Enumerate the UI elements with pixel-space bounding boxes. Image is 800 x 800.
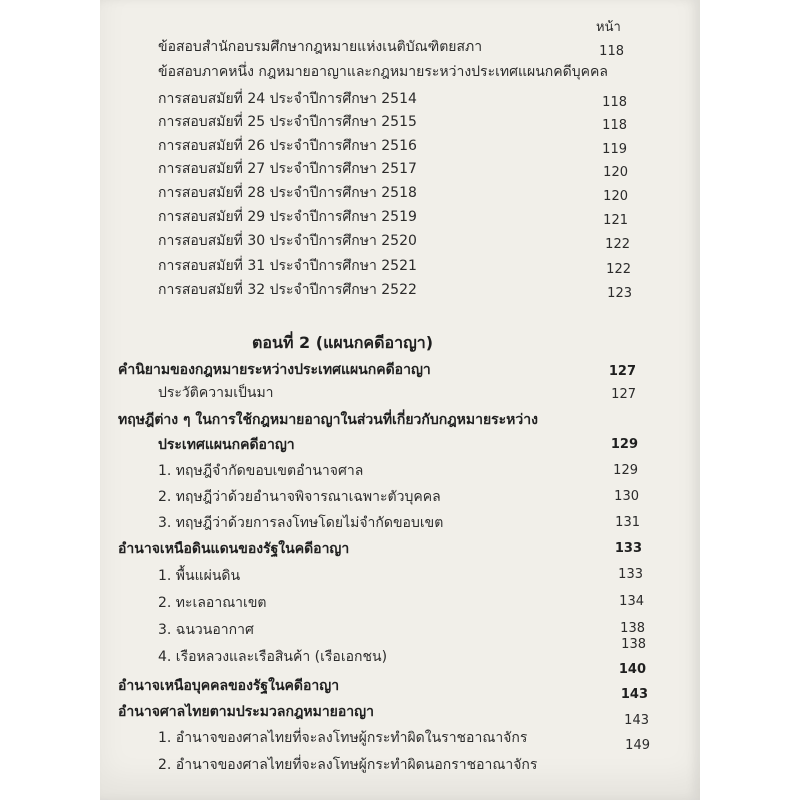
- toc-entry-page: 122: [605, 237, 630, 252]
- toc-entry-text: การสอบสมัยที่ 24 ประจำปีการศึกษา 2514: [158, 91, 417, 107]
- part-title: ตอนที่ 2 (แผนกคดีอาญา): [252, 333, 433, 352]
- toc-entry-page: 129: [610, 437, 638, 452]
- toc-entry-page: 127: [611, 387, 636, 402]
- toc-section-heading: ทฤษฎีต่าง ๆ ในการใช้กฎหมายอาญาในส่วนที่เกี่ยวกับกฎหมายระหว่าง: [118, 412, 538, 428]
- toc-entry-page: 118: [602, 95, 627, 110]
- toc-entry-text: การสอบสมัยที่ 29 ประจำปีการศึกษา 2519: [158, 209, 417, 225]
- toc-entry-page: 127: [608, 364, 636, 379]
- toc-entry-page: 133: [614, 541, 642, 556]
- page-column-header: หน้า: [596, 20, 621, 35]
- toc-entry-text: ข้อสอบสำนักอบรมศึกษากฎหมายแห่งเนติบัณฑิตยสภา: [158, 39, 483, 55]
- toc-section-heading: อำนาจเหนือดินแดนของรัฐในคดีอาญา: [118, 541, 350, 557]
- toc-entry-text: 1. พื้นแผ่นดิน: [158, 568, 241, 584]
- toc-entry-text: 3. ฉนวนอากาศ: [158, 622, 254, 638]
- toc-section-heading: ประเทศแผนกคดีอาญา: [158, 437, 295, 453]
- toc-entry-page: 138: [620, 621, 645, 636]
- toc-entry-text: 1. อำนาจของศาลไทยที่จะลงโทษผู้กระทำผิดในราชอาณาจักร: [158, 730, 528, 746]
- toc-entry-page: 122: [606, 262, 631, 277]
- toc-entry-page: 131: [615, 515, 640, 530]
- toc-entry-text: 2. ทฤษฎีว่าด้วยอำนาจพิจารณาเฉพาะตัวบุคคล: [158, 489, 441, 505]
- book-page: [100, 0, 700, 800]
- toc-entry-page: 118: [602, 118, 627, 133]
- toc-entry-page: 120: [603, 189, 628, 204]
- toc-section-heading: คำนิยามของกฎหมายระหว่างประเทศแผนกคดีอาญา: [118, 362, 431, 378]
- toc-section-heading: อำนาจศาลไทยตามประมวลกฎหมายอาญา: [118, 704, 374, 720]
- toc-entry-text: การสอบสมัยที่ 27 ประจำปีการศึกษา 2517: [158, 161, 417, 177]
- toc-entry-page: 118: [599, 44, 624, 59]
- toc-entry-page: 134: [619, 594, 644, 609]
- toc-entry-page: 120: [603, 165, 628, 180]
- toc-entry-page: 129: [613, 463, 638, 478]
- toc-entry-text: 4. เรือหลวงและเรือสินค้า (เรือเอกชน): [158, 649, 388, 665]
- toc-entry-text: 2. อำนาจของศาลไทยที่จะลงโทษผู้กระทำผิดนอกราชอาณาจักร: [158, 757, 538, 773]
- toc-entry-text: ประวัติความเป็นมา: [158, 385, 274, 401]
- toc-entry-page: 133: [618, 567, 643, 582]
- toc-entry-text: 1. ทฤษฎีจำกัดขอบเขตอำนาจศาล: [158, 463, 364, 479]
- toc-entry-page: 130: [614, 489, 639, 504]
- toc-entry-page: 119: [602, 142, 627, 157]
- toc-entry-page: 143: [620, 687, 648, 702]
- toc-entry-text: การสอบสมัยที่ 32 ประจำปีการศึกษา 2522: [158, 282, 417, 298]
- toc-entry-page: 138: [621, 637, 646, 652]
- toc-entry-text: การสอบสมัยที่ 31 ประจำปีการศึกษา 2521: [158, 258, 417, 274]
- toc-entry-page: 123: [607, 286, 632, 301]
- toc-entry-text: 2. ทะเลอาณาเขต: [158, 595, 267, 611]
- toc-entry-text: การสอบสมัยที่ 25 ประจำปีการศึกษา 2515: [158, 114, 417, 130]
- toc-entry-text: 3. ทฤษฎีว่าด้วยการลงโทษโดยไม่จำกัดขอบเขต: [158, 515, 444, 531]
- toc-entry-page: 121: [603, 213, 628, 228]
- toc-entry-text: การสอบสมัยที่ 28 ประจำปีการศึกษา 2518: [158, 185, 417, 201]
- toc-entry-text: การสอบสมัยที่ 26 ประจำปีการศึกษา 2516: [158, 138, 417, 154]
- toc-entry-page: 140: [618, 662, 646, 677]
- toc-entry-page: 149: [625, 738, 650, 753]
- toc-entry-page: 143: [624, 713, 649, 728]
- toc-entry-text: การสอบสมัยที่ 30 ประจำปีการศึกษา 2520: [158, 233, 417, 249]
- toc-entry-text: ข้อสอบภาคหนึ่ง กฎหมายอาญาและกฎหมายระหว่างประเทศแผนกคดีบุคคล: [158, 64, 608, 80]
- toc-section-heading: อำนาจเหนือบุคคลของรัฐในคดีอาญา: [118, 678, 340, 694]
